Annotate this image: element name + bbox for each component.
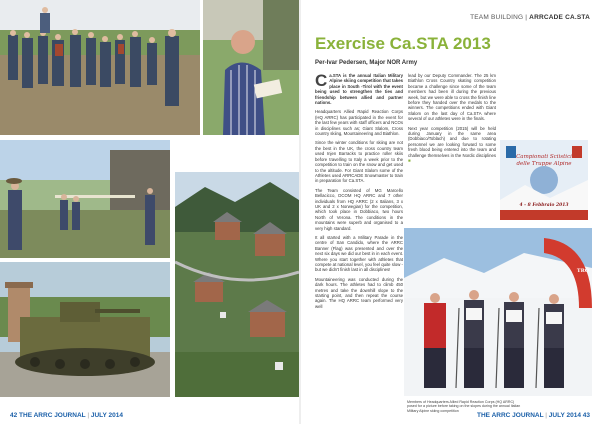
paragraph: Since the winter conditions for skiing are not the best in the UK, the cross country team used Injen Barracks to practice roller skiis before travelling to Italy a week prior to the competition to train on the snow and get used to the altitude. For Giant Slalom some of the Athletes used ARRCADE Snowmaster to train in preparation for Ca.STA. (315, 140, 403, 184)
paragraph: lead by our Deputy Commander. The 25 km Biathlon Cross Country skating competition became a challenge since some of the team members had been ill during the previous week, but we were able to cross the finish line before they handed over the medals to the winners. The competitions ended with Giant Slalom on the last day of Ca.STA where several of our athletes were in the finals. (408, 73, 496, 122)
drop-cap: C (315, 73, 328, 90)
section-header (470, 14, 590, 21)
poster-line1: Campionati Sciistici (516, 154, 572, 160)
article-column-1 (315, 73, 403, 395)
subsection-label: ARRCADE CA.STA (529, 14, 590, 21)
paragraph: Headquarters Allied Rapid Reaction Corps (HQ ARRC) has participated in the event for the last few years with staff officers and NCOs in disciplines such as; Giant Slalom, Cross country skiing, Mountaineering and Biathlon. (315, 109, 403, 137)
photo-ski-team (404, 228, 592, 396)
footer-left: 42 THE ARRC JOURNAL | JULY 2014 (10, 412, 123, 419)
article-byline: Per-Ivar Pedersen, Major NOR Army (315, 60, 418, 66)
finish-banner-text: TRO (576, 268, 590, 274)
issue-date: JULY 2014 (548, 412, 581, 419)
section-label: TEAM BUILDING | (470, 14, 528, 21)
photo-ski-village (175, 172, 299, 397)
journal-name: THE ARRC JOURNAL (477, 412, 544, 419)
footer-right: THE ARRC JOURNAL | JULY 2014 43 (477, 412, 590, 419)
paragraph: It all started with a Military Parade in the centre of San Candido, where the ARRC Banner (Flag) was presented and over the next six days we did our best in in each event. Where you start together with athletes that compete at national level, you feel quite slow - but we didn't finish last in all disciplines! (315, 234, 403, 273)
issue-date: JULY 2014 (90, 412, 123, 419)
page-number-right: 43 (582, 412, 590, 419)
paragraph: Mountaineering was conducted during the dark hours. The athletes had to climb 450 metres and take the downhill slope to the starting point, and then repeat the course again. The HQ ARRC team performed very well (315, 276, 403, 309)
paragraph: Next year competition (2015) will be held during January in the same area (Dobbiaco/Toblach) and due to rotating personnel we are looking forward to some fresh blood being entered into the team and challenge themselves in the Nordic disciplines ■ (408, 125, 496, 164)
paragraph: The Team consisted of MG Marcello Bellacicco, DCOM HQ ARRC and 7 other individuals from HQ ARRC (2 x Italians, 3 x UK and 2 x Norwegian) for the competition, which took place in Dobbiaco, two hours North of Verona. The conditions in the mountains were superb and organised to a very high standard. (315, 187, 403, 231)
end-mark: ■ (408, 158, 411, 164)
photo-tank-monument (0, 262, 170, 397)
article-column-2 (408, 73, 496, 223)
photo-group-officers (0, 0, 200, 135)
photo-caption: Members of Headquarters Allied Rapid Reaction Corps (HQ ARRC) posed for a picture before taking on the slopes during the annual Italian Military Alpine skiing competition (407, 400, 521, 413)
poster-campionati (500, 140, 588, 220)
photo-tour-group-fortress (0, 140, 170, 258)
poster-dates: 4 - 8 Febbraio 2013 (519, 203, 569, 208)
lead-paragraph: Ca.STA is the annual Italian Military Alpine skiing competition that takes place in South -Tirol with the event being used to strengthen the ties and friendship between allied and partner nations. (315, 73, 403, 106)
journal-name: THE ARRC JOURNAL (19, 412, 86, 419)
page-fold (299, 0, 301, 424)
poster-line2: delle Truppe Alpine (516, 161, 572, 167)
photo-speaker-with-book (203, 0, 299, 135)
article-title: Exercise Ca.STA 2013 (315, 34, 491, 53)
page-number-left: 42 (10, 412, 18, 419)
